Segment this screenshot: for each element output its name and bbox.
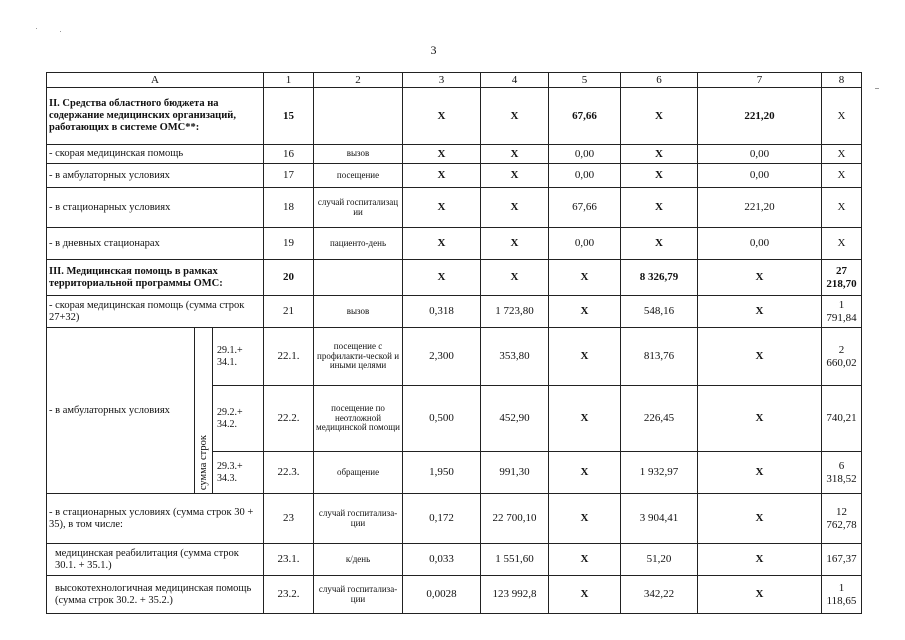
cell-7: 0,00 [698,145,822,164]
row-label: - скорая медицинская помощь (сумма строк 27+32) [47,296,264,328]
unit-cell: вызов [314,145,403,164]
col-header-7: 7 [698,73,822,88]
unit-cell: случай госпитализа-ции [314,576,403,614]
table-row [47,544,862,576]
cell-5: X [549,576,621,614]
row-label: высокотехнологичная медицинская помощь (сумма строк 30.2. + 35.2.) [47,576,264,614]
row-number: 22.2. [264,386,314,452]
cell-4: X [481,260,549,296]
cell-6: 226,45 [621,386,698,452]
scan-speck [875,88,879,89]
cell-3: 0,0028 [403,576,481,614]
unit-cell: пациенто-день [314,228,403,260]
cell-4: 353,80 [481,328,549,386]
cell-4: X [481,164,549,188]
cell-6: 548,16 [621,296,698,328]
cell-6: 8 326,79 [621,260,698,296]
cell-7: 221,20 [698,88,822,145]
cell-3: X [403,164,481,188]
table-row [47,576,862,614]
row-label: - в дневных стационарах [47,228,264,260]
table-row [47,260,862,296]
row-number: 23.2. [264,576,314,614]
cell-7: X [698,544,822,576]
table-row [47,164,862,188]
cell-3: 1,950 [403,452,481,494]
cell-6: 51,20 [621,544,698,576]
unit-cell [314,260,403,296]
cell-5: X [549,494,621,544]
cell-6: X [621,188,698,228]
cell-4: X [481,228,549,260]
cell-8: 2 660,02 [822,328,862,386]
table-row [47,88,862,145]
cell-3: X [403,228,481,260]
table-row [47,188,862,228]
row-label: - в амбулаторных условиях [47,328,195,494]
row-number: 23 [264,494,314,544]
cell-8: 27 218,70 [822,260,862,296]
cell-5: 0,00 [549,164,621,188]
cell-4: 22 700,10 [481,494,549,544]
cell-4: X [481,188,549,228]
cell-4: 452,90 [481,386,549,452]
unit-cell: вызов [314,296,403,328]
unit-cell: посещение по неотложной медицинской помощи [314,386,403,452]
col-header-6: 6 [621,73,698,88]
row-number: 22.3. [264,452,314,494]
cell-3: 0,033 [403,544,481,576]
cell-8: X [822,145,862,164]
cell-5: 67,66 [549,88,621,145]
col-header-2: 2 [314,73,403,88]
row-number: 23.1. [264,544,314,576]
source-rows: 29.2.+ 34.2. [213,386,264,452]
cell-6: X [621,145,698,164]
col-header-a: A [47,73,264,88]
header-row [47,73,862,88]
unit-cell [314,88,403,145]
row-number: 20 [264,260,314,296]
cell-8: X [822,188,862,228]
cell-5: X [549,544,621,576]
col-header-4: 4 [481,73,549,88]
cell-6: X [621,88,698,145]
col-header-5: 5 [549,73,621,88]
cell-8: 167,37 [822,544,862,576]
row-number: 16 [264,145,314,164]
cell-3: 0,500 [403,386,481,452]
cell-7: X [698,576,822,614]
cell-8: X [822,228,862,260]
row-number: 22.1. [264,328,314,386]
row-label: - в стационарных условиях (сумма строк 30 + 35), в том числе: [47,494,264,544]
cell-8: 12 762,78 [822,494,862,544]
unit-cell: посещение с профилакти-ческой и иными целями [314,328,403,386]
cell-7: X [698,494,822,544]
cell-7: 221,20 [698,188,822,228]
row-label: - скорая медицинская помощь [47,145,264,164]
cell-6: 342,22 [621,576,698,614]
cell-3: 2,300 [403,328,481,386]
col-header-8: 8 [822,73,862,88]
cell-4: 123 992,8 [481,576,549,614]
table-row [47,145,862,164]
cell-6: X [621,164,698,188]
cell-7: X [698,328,822,386]
cell-8: X [822,164,862,188]
cell-6: 813,76 [621,328,698,386]
row-number: 21 [264,296,314,328]
cell-3: 0,318 [403,296,481,328]
cell-6: X [621,228,698,260]
cell-7: X [698,452,822,494]
cell-5: X [549,452,621,494]
sum-of-rows-label: сумма строк [195,328,213,494]
cell-4: 1 551,60 [481,544,549,576]
unit-cell: обращение [314,452,403,494]
cell-5: X [549,328,621,386]
unit-cell: посещение [314,164,403,188]
scan-speck [36,28,37,29]
unit-cell: случай госпитализац ии [314,188,403,228]
row-label: медицинская реабилитация (сумма строк 30.1. + 35.1.) [47,544,264,576]
row-label: - в амбулаторных условиях [47,164,264,188]
cell-7: 0,00 [698,228,822,260]
cell-3: X [403,88,481,145]
cell-3: 0,172 [403,494,481,544]
cell-8: 1 118,65 [822,576,862,614]
table-row [47,494,862,544]
cell-3: X [403,188,481,228]
cell-4: X [481,145,549,164]
cell-8: 6 318,52 [822,452,862,494]
cell-3: X [403,145,481,164]
cell-5: X [549,260,621,296]
row-label: - в стационарных условиях [47,188,264,228]
cell-8: 740,21 [822,386,862,452]
cell-7: X [698,386,822,452]
cell-7: X [698,260,822,296]
cell-5: 0,00 [549,145,621,164]
cell-5: 67,66 [549,188,621,228]
row-label: III. Медицинская помощь в рамках территориальной программы ОМС: [47,260,264,296]
cell-8: 1 791,84 [822,296,862,328]
scan-speck [60,31,61,32]
cell-4: 1 723,80 [481,296,549,328]
row-number: 18 [264,188,314,228]
col-header-3: 3 [403,73,481,88]
row-number: 15 [264,88,314,145]
cell-7: 0,00 [698,164,822,188]
table-row [47,296,862,328]
financing-table [46,72,862,614]
cell-5: X [549,296,621,328]
cell-4: X [481,88,549,145]
cell-7: X [698,296,822,328]
cell-6: 1 932,97 [621,452,698,494]
unit-cell: к/день [314,544,403,576]
cell-4: 991,30 [481,452,549,494]
cell-3: X [403,260,481,296]
source-rows: 29.3.+ 34.3. [213,452,264,494]
row-number: 19 [264,228,314,260]
source-rows: 29.1.+ 34.1. [213,328,264,386]
page-number: 3 [430,43,437,57]
unit-cell: случай госпитализа-ции [314,494,403,544]
cell-8: X [822,88,862,145]
cell-5: 0,00 [549,228,621,260]
row-label: II. Средства областного бюджета на содержание медицинских организаций, работающих в системе ОМС**: [47,88,264,145]
cell-6: 3 904,41 [621,494,698,544]
row-number: 17 [264,164,314,188]
col-header-1: 1 [264,73,314,88]
table-row [47,328,862,386]
table-row [47,228,862,260]
cell-5: X [549,386,621,452]
